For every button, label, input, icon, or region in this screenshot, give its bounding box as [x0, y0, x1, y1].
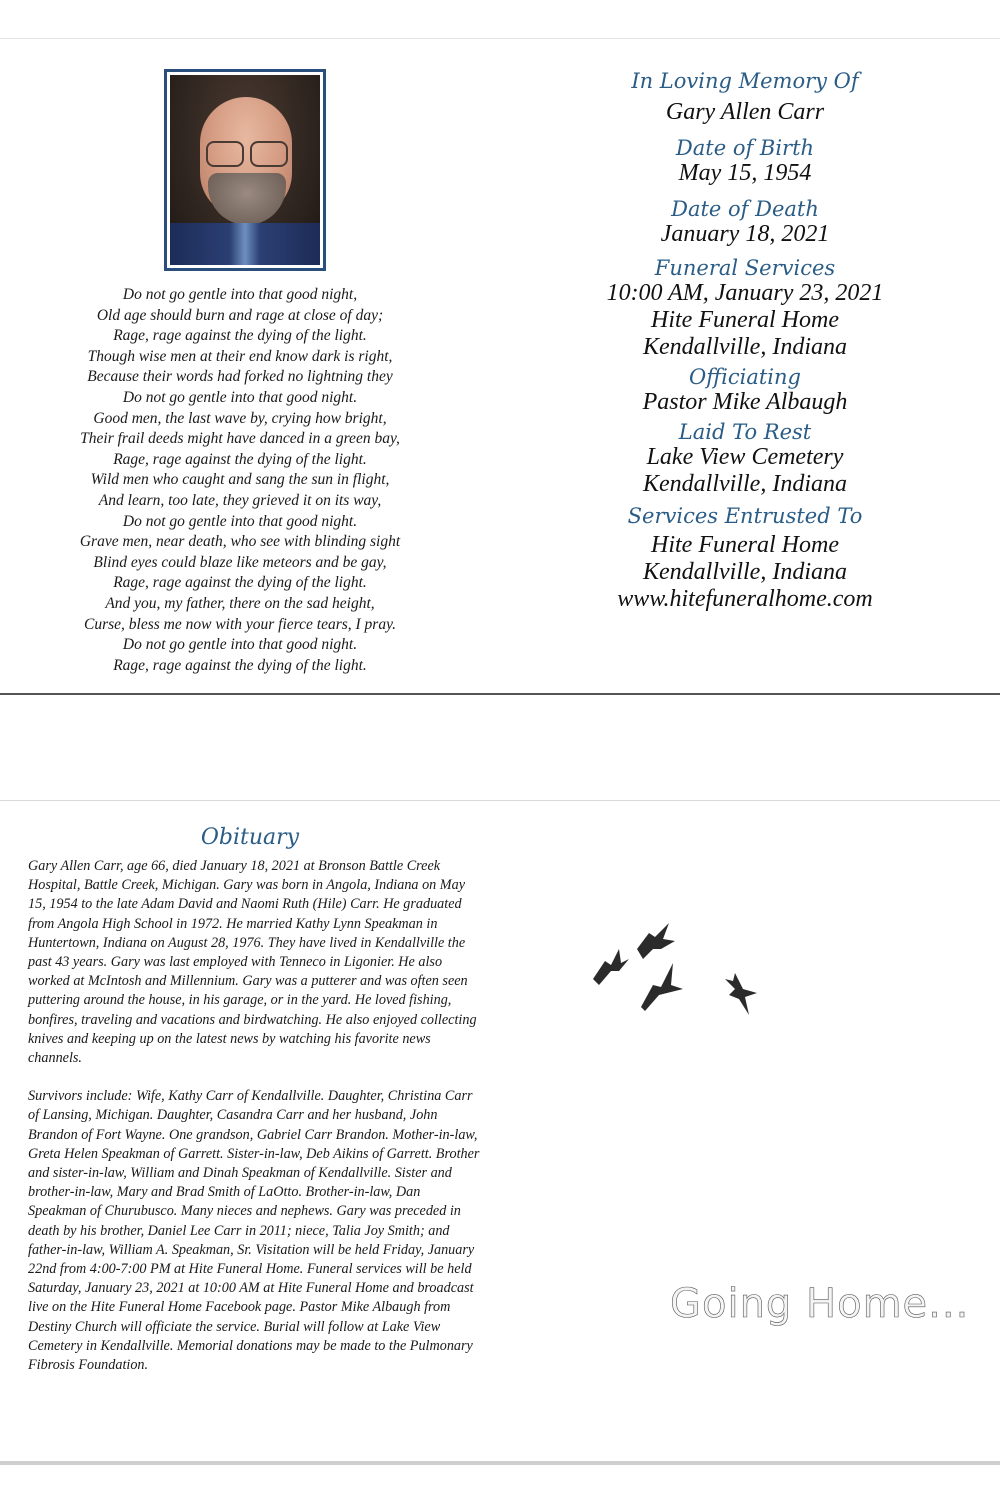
- poem-line: Do not go gentle into that good night.: [122, 512, 358, 530]
- rest-label: Laid To Rest: [678, 420, 812, 444]
- poem-line: Rage, rage against the dying of the light.: [113, 574, 367, 592]
- poem-line: Because their words had forked no lightning they: [87, 368, 393, 386]
- flying-birds-icon: [585, 919, 775, 1029]
- going-home-caption: Going Home...: [670, 1281, 970, 1327]
- poem-line: Grave men, near death, who see with blinding sight: [79, 533, 401, 551]
- dod-label: Date of Death: [671, 197, 819, 221]
- portrait-photo: [170, 75, 320, 265]
- memorial-card-back: [0, 800, 1000, 1465]
- poem-line: Old age should burn and rage at close of day;: [96, 306, 384, 324]
- poem-line: Good men, the last wave by, crying how bright,: [93, 409, 387, 427]
- poem: [40, 285, 440, 676]
- memorial-card-front: [0, 38, 1000, 695]
- poem-line: Blind eyes could blaze like meteors and be gay,: [93, 553, 387, 571]
- poem-line: Rage, rage against the dying of the light.: [113, 656, 367, 674]
- rest-city: Kendallville, Indiana: [643, 471, 847, 497]
- obituary-paragraph: Survivors include: Wife, Kathy Carr of Kendallville. Daughter, Christina Carr of Lansing, Michigan. Daughter, Casandra Carr and her husband, John Brandon of Fort Wayne. One grandson, Gabriel Carr Brandon. Mother-in-law, Greta Helen Speakman of Garrett. Sister-in-law, Deb Aikins of Garrett. Brother and sister-in-law, William and Dinah Speakman of Kendallville. Sister and brother-in-law, Mary and Brad Smith of LaOtto. Brother-in-law, Dan Speakman of Churubusco. Many nieces and nephews. Gary was preceded in death by his brother, Daniel Lee Carr in 2011; niece, Talia Joy Smith; and father-in-law, William A. Speakman, Sr. Visitation will be held Friday, January 22nd from 4:00-7:00 PM at Hite Funeral Home. Funeral services will be held Saturday, January 23, 2021 at 10:00 AM at Hite Funeral Home and broadcast live on the Hite Funeral Home Facebook page. Pastor Mike Albaugh from Destiny Church will officiate the service. Burial will follow at Lake View Cemetery in Kendallville. Memorial donations may be made to the Pulmonary Fibrosis Foundation.: [28, 1088, 480, 1374]
- poem-line: Do not go gentle into that good night.: [122, 388, 358, 406]
- poem-line: And learn, too late, they grieved it on its way,: [98, 491, 382, 509]
- dob-label: Date of Birth: [675, 136, 815, 160]
- services-city: Kendallville, Indiana: [643, 334, 847, 360]
- poem-line: Do not go gentle into that good night.: [122, 636, 358, 654]
- deceased-name: Gary Allen Carr: [665, 99, 825, 125]
- officiating-label: Officiating: [689, 365, 801, 389]
- poem-line: Rage, rage against the dying of the light.: [113, 327, 367, 345]
- poem-line: Their frail deeds might have danced in a green bay,: [80, 430, 400, 448]
- services-label: Funeral Services: [654, 256, 836, 280]
- poem-line: And you, my father, there on the sad height,: [105, 594, 375, 612]
- portrait-frame: [164, 69, 326, 271]
- poem-line: Though wise men at their end know dark is right,: [87, 347, 393, 365]
- memorial-heading: In Loving Memory Of: [631, 69, 859, 93]
- poem-line: Curse, bless me now with your fierce tears, I pray.: [84, 615, 396, 633]
- entrusted-label: Services Entrusted To: [627, 504, 863, 528]
- entrusted-name: Hite Funeral Home: [651, 532, 839, 558]
- obituary-paragraph: Gary Allen Carr, age 66, died January 18, 2021 at Bronson Battle Creek Hospital, Battle Creek, Michigan. Gary was born in Angola, Indiana on May 15, 1954 to the late Adam David and Naomi Ruth (Hile) Carr. He graduated from Angola High School in 1972. He married Kathy Lynn Speakman in Huntertown, Indiana on August 28, 1976. They have lived in Kendallville the past 43 years. Gary was last employed with Tenneco in Ligonier. He also worked at McIntosh and Millennium. Gary was a putterer and was often seen puttering around the house, in his garage, or in the yard. He loved fishing, bonfires, traveling and vacations and birdwatching. He also enjoyed collecting knives and keeping up on the latest news by watching his favorite news channels.: [28, 858, 477, 1067]
- funeral-home-website: www.hitefuneralhome.com: [617, 586, 873, 612]
- poem-line: Wild men who caught and sang the sun in flight,: [90, 471, 390, 489]
- officiant-name: Pastor Mike Albaugh: [642, 389, 848, 415]
- services-time: 10:00 AM, January 23, 2021: [606, 280, 884, 306]
- rest-place: Lake View Cemetery: [646, 444, 844, 470]
- entrusted-city: Kendallville, Indiana: [643, 559, 847, 585]
- poem-line: Do not go gentle into that good night,: [122, 286, 358, 303]
- obituary-title: Obituary: [200, 825, 300, 850]
- services-place: Hite Funeral Home: [651, 307, 839, 333]
- dod-value: January 18, 2021: [660, 221, 830, 247]
- memorial-details: [590, 69, 900, 613]
- dob-value: May 15, 1954: [678, 160, 812, 186]
- obituary-text: [28, 857, 480, 1375]
- poem-line: Rage, rage against the dying of the light.: [113, 450, 367, 468]
